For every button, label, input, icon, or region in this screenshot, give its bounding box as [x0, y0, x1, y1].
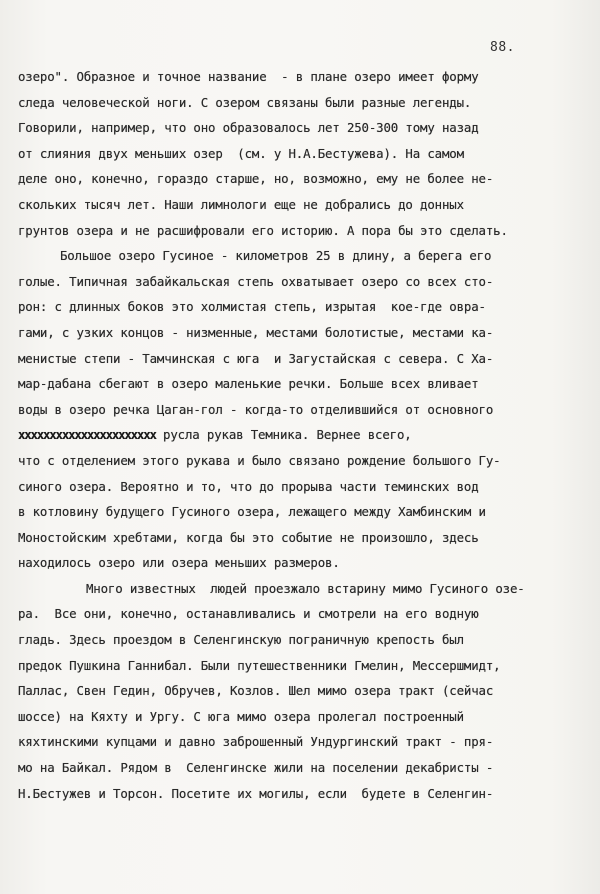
line-text: предок Пушкина Ганнибал. Были путешественники Гмелин, Мессершмидт,: [18, 657, 501, 673]
line-text: что с отделением этого рукава и было связано рождение большого Гу-: [18, 452, 501, 468]
line-text: грунтов озера и не расшифровали его историю. А пора бы это сделать.: [18, 222, 508, 238]
text-line: [18, 627, 596, 653]
text-line: [18, 115, 596, 141]
text-line: [18, 90, 596, 116]
text-line: [18, 755, 596, 781]
line-text: Много известных людей проезжало встарину мимо Гусиного озе-: [86, 580, 525, 596]
text-line: [18, 294, 596, 320]
text-line: [18, 371, 596, 397]
text-line: [18, 499, 596, 525]
line-text: синого озера. Вероятно и то, что до прорыва части теминских вод: [18, 478, 479, 494]
text-line: [18, 141, 596, 167]
line-text: Моностойским хребтами, когда бы это событие не произошло, здесь: [18, 529, 479, 545]
line-text: гладь. Здесь проездом в Селенгинскую пограничную крепость был: [18, 632, 464, 648]
line-text: голые. Типичная забайкальская степь охватывает озеро со всех сто-: [18, 273, 494, 289]
line-text: мо на Байкал. Рядом в Селенгинске жили на поселении декабристы -: [18, 760, 494, 776]
line-text: следа человеческой ноги. С озером связаны были разные легенды.: [18, 94, 472, 110]
text-line: [18, 781, 596, 807]
text-line: [18, 192, 596, 218]
text-line: [18, 64, 596, 90]
line-text: озеро". Образное и точное название - в плане озеро имеет форму: [18, 69, 479, 84]
text-line: [18, 550, 596, 576]
line-text: шоссе) на Кяхту и Ургу. С юга мимо озера пролегал построенный: [18, 708, 464, 724]
line-text: мар-дабана сбегают в озеро маленькие речки. Больше всех вливает: [18, 376, 479, 392]
struck-out-text: хххххххххххххххххххххх: [18, 427, 156, 443]
text-line: [18, 218, 596, 244]
line-text: Паллас, Свен Гедин, Обручев, Козлов. Шел мимо озера тракт (сейчас: [18, 683, 494, 699]
page-number: 88.: [490, 40, 515, 55]
line-text: рон: с длинных боков это холмистая степь, изрытая кое-где овра-: [18, 299, 486, 315]
text-line: [18, 704, 596, 730]
text-line: [18, 653, 596, 679]
text-line: [18, 729, 596, 755]
text-line: [18, 320, 596, 346]
line-text: находилось озеро или озера меньших размеров.: [18, 555, 340, 571]
line-text: гами, с узких концов - низменные, местами болотистые, местами ка-: [18, 324, 494, 340]
text-body: [18, 64, 596, 806]
line-text: от слияния двух меньших озер (см. у Н.А.Бестужева). На самом: [18, 145, 464, 161]
line-text: кяхтинскими купцами и давно заброшенный Ундургинский тракт - пря-: [18, 734, 494, 750]
line-text: в котловину будущего Гусиного озера, лежащего между Хамбинским и: [18, 504, 486, 520]
text-line: [18, 269, 596, 295]
text-line: [18, 576, 596, 602]
text-line: [18, 166, 596, 192]
line-text: Н.Бестужев и Торсон. Посетите их могилы, если будете в Селенгин-: [18, 785, 494, 801]
text-line: [18, 525, 596, 551]
line-text: Говорили, например, что оно образовалось лет 250-300 тому назад: [18, 120, 479, 136]
line-text: ра. Все они, конечно, останавливались и смотрели на его водную: [18, 606, 479, 622]
text-line: [18, 448, 596, 474]
line-text: Большое озеро Гусиное - километров 25 в длину, а берега его: [60, 248, 492, 264]
line-text: воды в озеро речка Цаган-гол - когда-то отделившийся от основного: [18, 401, 494, 417]
text-line: [18, 474, 596, 500]
text-line: [18, 397, 596, 423]
line-text: менистые степи - Тамчинская с юга и Загустайская с севера. С Ха-: [18, 350, 494, 366]
text-line: [18, 601, 596, 627]
text-line: [18, 243, 596, 269]
line-text: русла рукав Темника. Вернее всего,: [163, 427, 412, 443]
line-text: деле оно, конечно, гораздо старше, но, возможно, ему не более не-: [18, 171, 494, 187]
text-line: [18, 346, 596, 372]
text-line: [18, 422, 596, 448]
text-line: [18, 678, 596, 704]
line-text: скольких тысяч лет. Наши лимнологи еще не добрались до донных: [18, 196, 464, 212]
